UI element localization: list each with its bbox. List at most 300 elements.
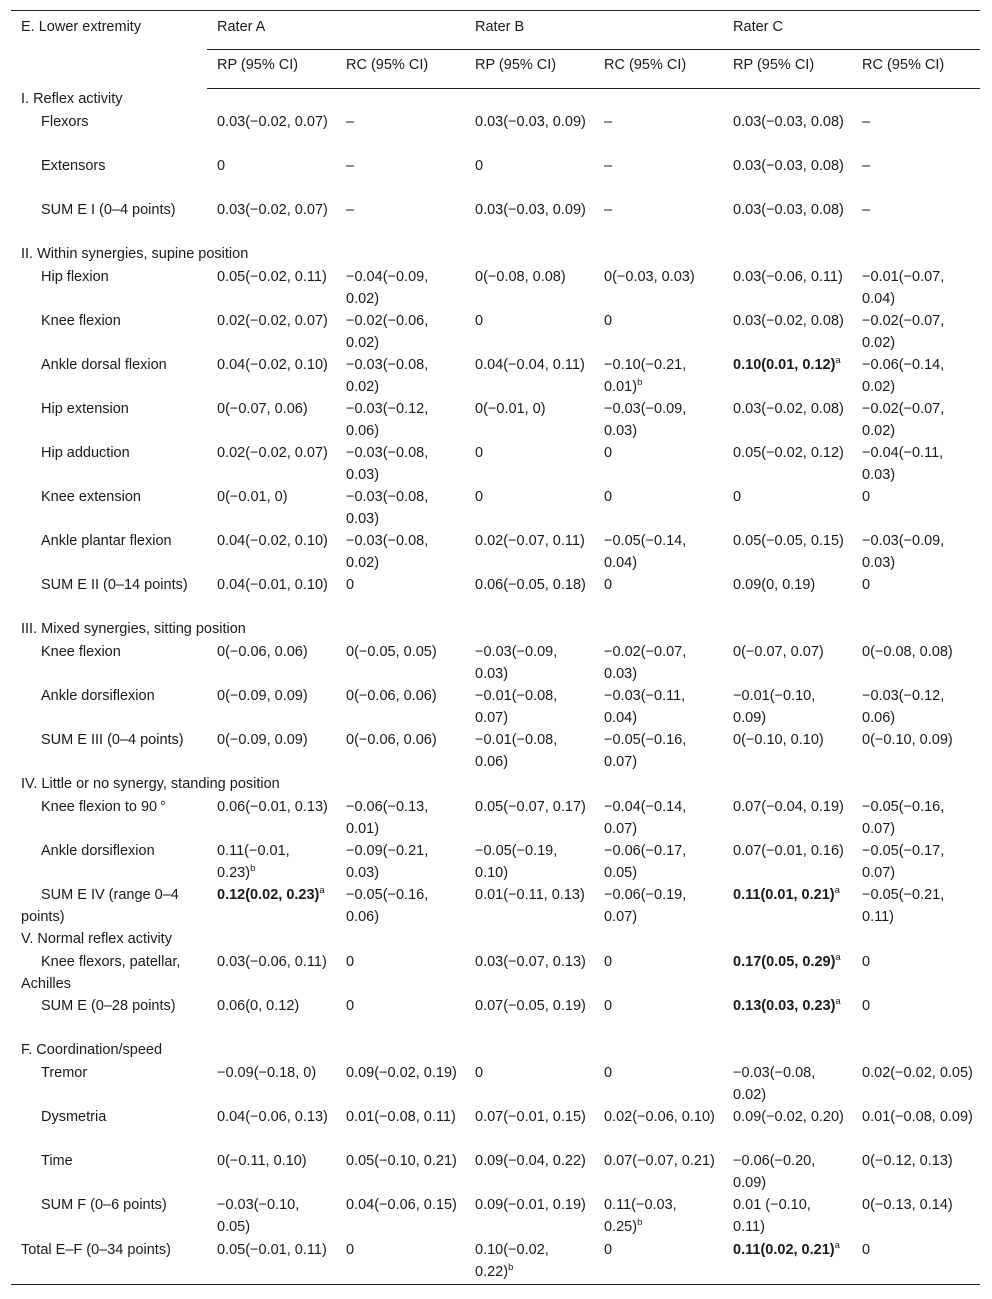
cell-value: −0.06(−0.19, 0.07) [604, 887, 687, 925]
cell-value: – [862, 202, 871, 218]
cell-value: 0 [604, 1065, 613, 1081]
data-cell [852, 730, 980, 774]
section-row [11, 244, 980, 266]
cell-value: 0(−0.05, 0.05) [346, 644, 437, 660]
col-header: RC (95% CI) [594, 50, 723, 89]
cell-value: 0.02(−0.06, 0.10) [604, 1109, 715, 1125]
cell-value: 0(−0.06, 0.06) [346, 688, 437, 704]
row-label: Time [41, 1153, 73, 1169]
cell-value: 0(−0.09, 0.09) [217, 688, 308, 704]
table-row [11, 399, 980, 443]
row-label: Dysmetria [41, 1109, 107, 1125]
cell-value: 0.05(−0.02, 0.12) [733, 445, 844, 461]
cell-value: −0.09(−0.18, 0) [217, 1065, 317, 1081]
footnote-marker: a [834, 1240, 840, 1252]
data-cell [723, 1239, 852, 1285]
cell-value: −0.02(−0.07, 0.03) [604, 644, 687, 682]
cell-value: 0.03(−0.06, 0.11) [733, 269, 843, 285]
data-cell [723, 885, 852, 929]
row-label: Tremor [41, 1065, 88, 1081]
cell-value: 0.03(−0.06, 0.11) [217, 954, 327, 970]
data-cell [207, 575, 336, 619]
row-label: SUM E III (0–4 points) [41, 732, 184, 748]
cell-value: 0.04(−0.06, 0.13) [217, 1109, 328, 1125]
cell-value: 0.03(−0.07, 0.13) [475, 954, 586, 970]
section-title: F. Coordination/speed [21, 1042, 163, 1058]
data-cell [594, 686, 723, 730]
section-row [11, 619, 980, 641]
data-cell [594, 1107, 723, 1151]
table-row [11, 1107, 980, 1151]
cell-value: −0.03(−0.08, 0.03) [346, 445, 429, 483]
cell-value: −0.04(−0.11, 0.03) [862, 445, 944, 483]
cell-value: −0.04(−0.09, 0.02) [346, 269, 429, 307]
cell-value: 0.07(−0.07, 0.21) [604, 1153, 715, 1169]
data-cell [852, 796, 980, 841]
data-cell [465, 111, 594, 156]
cell-value: 0.03(−0.02, 0.07) [217, 114, 328, 130]
data-cell [852, 686, 980, 730]
cell-value: 0 [862, 1242, 871, 1258]
corner-title: E. Lower extremity [11, 11, 207, 89]
data-cell [852, 1062, 980, 1107]
data-cell [465, 531, 594, 575]
cell-value: −0.03(−0.10, 0.05) [217, 1197, 300, 1235]
cell-value: 0(−0.10, 0.09) [862, 732, 953, 748]
table-row [11, 730, 980, 774]
footnote-marker: a [834, 885, 840, 897]
cell-value: 0 [604, 489, 613, 505]
cell-value: 0(−0.03, 0.03) [604, 269, 695, 285]
cell-value: −0.05(−0.16, 0.06) [346, 887, 429, 925]
cell-value: 0.11(0.02, 0.21) [733, 1242, 835, 1258]
cell-value: 0 [475, 313, 484, 329]
data-cell [336, 730, 465, 774]
cell-value: −0.10(−0.21, 0.01) [604, 357, 687, 395]
data-cell [852, 111, 980, 156]
cell-value: 0.07(−0.05, 0.19) [475, 998, 586, 1014]
cell-value: −0.02(−0.07, 0.02) [862, 313, 945, 351]
cell-value: 0.03(−0.02, 0.08) [733, 401, 844, 417]
table-row [11, 111, 980, 156]
table-row [11, 796, 980, 841]
cell-value: 0 [604, 998, 613, 1014]
data-cell [465, 1062, 594, 1107]
data-cell [207, 111, 336, 156]
data-cell [594, 951, 723, 996]
data-cell [594, 443, 723, 487]
cell-value: 0.06(0, 0.12) [217, 998, 300, 1014]
cell-value: 0.05(−0.05, 0.15) [733, 533, 844, 549]
cell-value: 0 [475, 158, 484, 174]
cell-value: 0(−0.11, 0.10) [217, 1153, 307, 1169]
row-label: SUM E II (0–14 points) [41, 577, 188, 593]
data-cell [594, 841, 723, 885]
cell-value: 0.03(−0.03, 0.08) [733, 114, 844, 130]
cell-value: 0.13(0.03, 0.23) [733, 998, 836, 1014]
row-label: Ankle dorsal flexion [41, 357, 167, 373]
cell-value: 0.03(−0.02, 0.08) [733, 313, 844, 329]
data-cell [723, 399, 852, 443]
cell-value: 0(−0.06, 0.06) [217, 644, 308, 660]
data-cell [207, 996, 336, 1040]
data-cell [336, 796, 465, 841]
data-cell [723, 796, 852, 841]
footnote-marker: b [637, 376, 643, 388]
data-cell [207, 443, 336, 487]
data-cell [723, 951, 852, 996]
data-cell [207, 796, 336, 841]
cell-value: – [604, 114, 613, 130]
data-cell [465, 996, 594, 1040]
data-cell [465, 266, 594, 311]
table-row [11, 1151, 980, 1195]
rater-c-header: Rater C [723, 11, 980, 50]
data-cell [336, 487, 465, 531]
data-cell [465, 796, 594, 841]
cell-value: 0.04(−0.02, 0.10) [217, 533, 328, 549]
data-cell [207, 200, 336, 244]
data-cell [336, 443, 465, 487]
cell-value: −0.03(−0.12, 0.06) [346, 401, 429, 439]
data-cell [465, 686, 594, 730]
cell-value: 0(−0.01, 0) [217, 489, 288, 505]
data-cell [852, 1195, 980, 1239]
data-cell [465, 951, 594, 996]
cell-value: 0 [604, 1242, 613, 1258]
row-label: SUM F (0–6 points) [41, 1197, 167, 1213]
table-row [11, 641, 980, 686]
footnote-marker: a [835, 996, 841, 1008]
data-cell [465, 399, 594, 443]
data-cell [723, 996, 852, 1040]
data-cell [336, 885, 465, 929]
cell-value: 0 [475, 445, 484, 461]
data-cell [852, 200, 980, 244]
cell-value: −0.01(−0.08, 0.06) [475, 732, 558, 770]
table-row [11, 951, 980, 996]
data-cell [465, 156, 594, 200]
section-title: I. Reflex activity [21, 91, 123, 107]
data-cell [336, 311, 465, 355]
data-cell [207, 841, 336, 885]
data-cell [852, 311, 980, 355]
data-cell [852, 885, 980, 929]
data-cell [852, 1239, 980, 1285]
cell-value: −0.03(−0.08, 0.02) [346, 533, 429, 571]
footnote-marker: b [508, 1261, 514, 1273]
data-cell [465, 311, 594, 355]
data-cell [594, 885, 723, 929]
data-cell [465, 885, 594, 929]
cell-value: 0.02(−0.07, 0.11) [475, 533, 585, 549]
table-row [11, 996, 980, 1040]
cell-value: 0.04(−0.01, 0.10) [217, 577, 328, 593]
data-cell [594, 487, 723, 531]
cell-value: 0.07(−0.04, 0.19) [733, 799, 844, 815]
table-row [11, 531, 980, 575]
cell-value: 0 [604, 954, 613, 970]
table-row [11, 1195, 980, 1239]
cell-value: 0.03(−0.03, 0.09) [475, 114, 586, 130]
cell-value: 0.10(−0.02, 0.22) [475, 1242, 549, 1280]
cell-value: 0(−0.09, 0.09) [217, 732, 308, 748]
data-cell [207, 531, 336, 575]
footnote-marker: a [835, 952, 841, 964]
data-cell [594, 796, 723, 841]
cell-value: 0(−0.01, 0) [475, 401, 546, 417]
cell-value: 0.17(0.05, 0.29) [733, 954, 836, 970]
data-cell [852, 996, 980, 1040]
data-cell [336, 200, 465, 244]
section-row [11, 1040, 980, 1062]
row-label: SUM E (0–28 points) [41, 998, 176, 1014]
cell-value: 0.06(−0.01, 0.13) [217, 799, 328, 815]
data-cell [207, 399, 336, 443]
data-cell [336, 156, 465, 200]
cell-value: 0 [346, 954, 355, 970]
data-cell [852, 1151, 980, 1195]
cell-value: −0.03(−0.09, 0.03) [604, 401, 687, 439]
data-cell [465, 443, 594, 487]
data-cell [336, 1151, 465, 1195]
row-label: Knee flexion to 90 ° [41, 799, 166, 815]
data-cell [207, 686, 336, 730]
agreement-table [11, 10, 980, 1285]
data-cell [594, 355, 723, 399]
table-row [11, 575, 980, 619]
cell-value: 0.07(−0.01, 0.16) [733, 843, 844, 859]
row-label: SUM E I (0–4 points) [41, 202, 176, 218]
data-cell [336, 575, 465, 619]
cell-value: 0.02(−0.02, 0.07) [217, 313, 328, 329]
cell-value: −0.01(−0.10, 0.09) [733, 688, 816, 726]
header-row-raters [11, 11, 980, 50]
data-cell [594, 575, 723, 619]
row-label: Knee flexors, patellar, Achilles [21, 954, 181, 992]
cell-value: −0.06(−0.14, 0.02) [862, 357, 945, 395]
data-cell [594, 266, 723, 311]
data-cell [723, 1107, 852, 1151]
data-cell [723, 156, 852, 200]
row-label: Hip extension [41, 401, 129, 417]
cell-value: −0.01(−0.08, 0.07) [475, 688, 558, 726]
cell-value: −0.04(−0.14, 0.07) [604, 799, 687, 837]
cell-value: 0.10(0.01, 0.12) [733, 357, 836, 373]
cell-value: – [346, 202, 355, 218]
data-cell [207, 355, 336, 399]
footnote-marker: b [250, 862, 256, 874]
cell-value: −0.05(−0.16, 0.07) [862, 799, 945, 837]
data-cell [465, 487, 594, 531]
table-row [11, 885, 980, 929]
data-cell [207, 1151, 336, 1195]
cell-value: 0 [346, 577, 355, 593]
data-cell [852, 156, 980, 200]
data-cell [594, 311, 723, 355]
data-cell [852, 641, 980, 686]
section-row [11, 929, 980, 951]
data-cell [336, 399, 465, 443]
cell-value: 0.09(−0.02, 0.20) [733, 1109, 844, 1125]
cell-value: 0.01(−0.08, 0.09) [862, 1109, 973, 1125]
data-cell [594, 996, 723, 1040]
data-cell [723, 355, 852, 399]
cell-value: 0.11(−0.01, 0.23) [217, 843, 290, 881]
cell-value: 0.01(−0.08, 0.11) [346, 1109, 456, 1125]
data-cell [465, 200, 594, 244]
data-cell [594, 1195, 723, 1239]
data-cell [207, 730, 336, 774]
cell-value: −0.03(−0.09, 0.03) [862, 533, 945, 571]
cell-value: −0.06(−0.13, 0.01) [346, 799, 429, 837]
data-cell [852, 399, 980, 443]
data-cell [336, 355, 465, 399]
data-cell [594, 1062, 723, 1107]
cell-value: 0(−0.06, 0.06) [346, 732, 437, 748]
cell-value: −0.05(−0.16, 0.07) [604, 732, 687, 770]
cell-value: 0 [346, 1242, 355, 1258]
col-header: RC (95% CI) [852, 50, 980, 89]
data-cell [594, 531, 723, 575]
data-cell [594, 1151, 723, 1195]
data-cell [723, 686, 852, 730]
cell-value: 0 [475, 1065, 484, 1081]
data-cell [723, 443, 852, 487]
cell-value: 0.05(−0.01, 0.11) [217, 1242, 327, 1258]
table-row [11, 443, 980, 487]
cell-value: 0.03(−0.03, 0.08) [733, 158, 844, 174]
cell-value: 0 [862, 577, 871, 593]
total-row [11, 1239, 980, 1285]
cell-value: 0.07(−0.01, 0.15) [475, 1109, 586, 1125]
cell-value: 0.05(−0.07, 0.17) [475, 799, 586, 815]
data-cell [465, 730, 594, 774]
data-cell [594, 641, 723, 686]
row-label: Ankle dorsiflexion [41, 688, 155, 704]
row-label: Flexors [41, 114, 89, 130]
data-cell [723, 266, 852, 311]
cell-value: 0(−0.12, 0.13) [862, 1153, 953, 1169]
data-cell [207, 487, 336, 531]
cell-value: 0(−0.07, 0.06) [217, 401, 308, 417]
data-cell [336, 841, 465, 885]
cell-value: 0.02(−0.02, 0.07) [217, 445, 328, 461]
cell-value: 0 [217, 158, 226, 174]
data-cell [336, 111, 465, 156]
data-cell [723, 1062, 852, 1107]
cell-value: – [862, 114, 871, 130]
table-row [11, 487, 980, 531]
cell-value: 0 [862, 489, 871, 505]
table-row [11, 355, 980, 399]
cell-value: −0.06(−0.17, 0.05) [604, 843, 687, 881]
cell-value: −0.05(−0.19, 0.10) [475, 843, 558, 881]
cell-value: 0(−0.13, 0.14) [862, 1197, 953, 1213]
data-cell [723, 111, 852, 156]
section-row [11, 774, 980, 796]
cell-value: −0.02(−0.07, 0.02) [862, 401, 945, 439]
data-cell [852, 487, 980, 531]
cell-value: 0 [346, 998, 355, 1014]
col-header: RP (95% CI) [723, 50, 852, 89]
cell-value: −0.05(−0.21, 0.11) [862, 887, 945, 925]
row-label: Total E–F (0–34 points) [11, 1239, 207, 1285]
table-row [11, 841, 980, 885]
data-cell [207, 156, 336, 200]
cell-value: 0.06(−0.05, 0.18) [475, 577, 586, 593]
cell-value: 0.05(−0.02, 0.11) [217, 269, 327, 285]
cell-value: 0.05(−0.10, 0.21) [346, 1153, 457, 1169]
data-cell [852, 951, 980, 996]
row-label: SUM E IV (range 0–4 points) [21, 887, 179, 925]
data-cell [852, 531, 980, 575]
cell-value: 0.03(−0.02, 0.07) [217, 202, 328, 218]
cell-value: 0.02(−0.02, 0.05) [862, 1065, 973, 1081]
data-cell [594, 156, 723, 200]
footnote-marker: b [637, 1216, 643, 1228]
cell-value: – [346, 114, 355, 130]
cell-value: – [346, 158, 355, 174]
data-cell [723, 1195, 852, 1239]
data-cell [852, 841, 980, 885]
cell-value: 0(−0.08, 0.08) [475, 269, 566, 285]
cell-value: – [862, 158, 871, 174]
row-label: Hip adduction [41, 445, 130, 461]
data-cell [207, 1107, 336, 1151]
data-cell [723, 575, 852, 619]
data-cell [723, 641, 852, 686]
cell-value: – [604, 158, 613, 174]
data-cell [852, 266, 980, 311]
row-label: Knee flexion [41, 644, 121, 660]
section-row [11, 89, 980, 112]
data-cell [594, 200, 723, 244]
data-cell [336, 686, 465, 730]
cell-value: −0.06(−0.20, 0.09) [733, 1153, 816, 1191]
cell-value: −0.03(−0.12, 0.06) [862, 688, 945, 726]
cell-value: −0.03(−0.08, 0.03) [346, 489, 429, 527]
cell-value: 0.11(0.01, 0.21) [733, 887, 835, 903]
row-label: Hip flexion [41, 269, 109, 285]
cell-value: 0.04(−0.06, 0.15) [346, 1197, 457, 1213]
data-cell [207, 311, 336, 355]
cell-value: 0 [604, 313, 613, 329]
data-cell [465, 1195, 594, 1239]
data-cell [852, 1107, 980, 1151]
row-label: Knee extension [41, 489, 141, 505]
table-row [11, 1062, 980, 1107]
data-cell [594, 1239, 723, 1285]
data-cell [723, 730, 852, 774]
table-row [11, 156, 980, 200]
cell-value: −0.03(−0.09, 0.03) [475, 644, 558, 682]
rater-b-header: Rater B [465, 11, 723, 50]
data-cell [465, 1151, 594, 1195]
data-cell [336, 1107, 465, 1151]
cell-value: 0(−0.08, 0.08) [862, 644, 953, 660]
data-cell [723, 531, 852, 575]
data-cell [723, 1151, 852, 1195]
cell-value: 0.11(−0.03, 0.25) [604, 1197, 677, 1235]
data-cell [465, 575, 594, 619]
cell-value: 0.04(−0.02, 0.10) [217, 357, 328, 373]
table-row [11, 200, 980, 244]
row-label: Knee flexion [41, 313, 121, 329]
cell-value: 0.09(−0.02, 0.19) [346, 1065, 457, 1081]
col-header: RP (95% CI) [465, 50, 594, 89]
data-cell [336, 996, 465, 1040]
